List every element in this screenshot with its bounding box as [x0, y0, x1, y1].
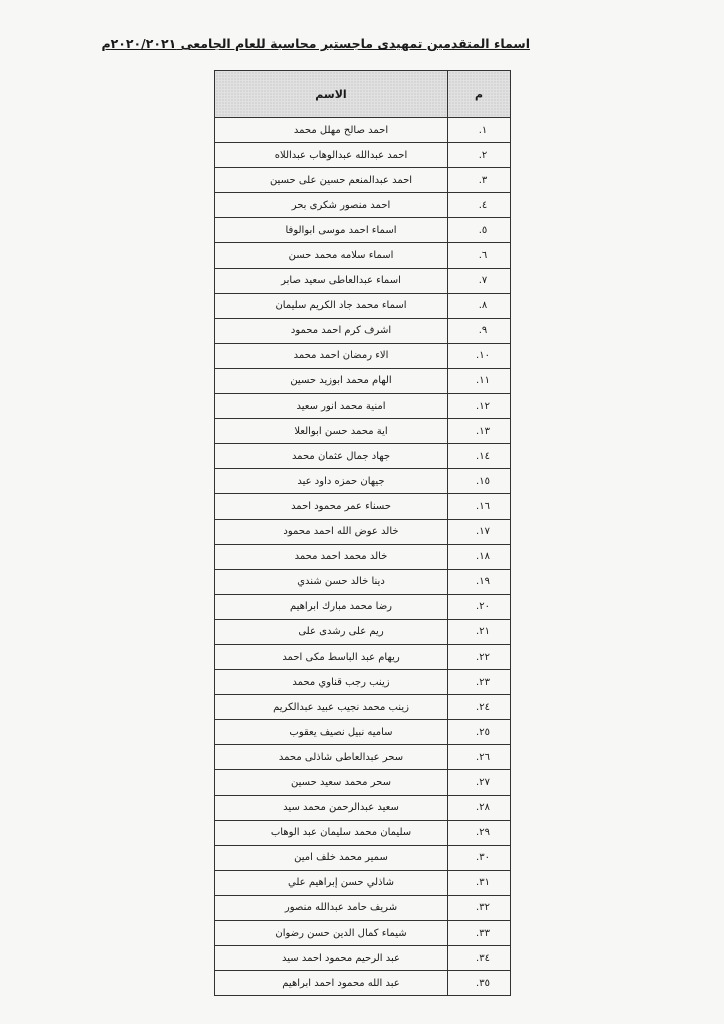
row-number: ١٠. — [448, 343, 511, 368]
row-number: ٢٧. — [448, 770, 511, 795]
row-number: ١٣. — [448, 419, 511, 444]
row-number: ٢٤. — [448, 695, 511, 720]
applicant-name: احمد عبدالله عبدالوهاب عبداللاه — [215, 143, 448, 168]
applicant-name: شريف حامد عبدالله منصور — [215, 895, 448, 920]
table-row — [215, 444, 511, 469]
applicant-name: جهاد جمال عثمان محمد — [215, 444, 448, 469]
applicant-name: شاذلي حسن إبراهيم علي — [215, 870, 448, 895]
table-header-row — [215, 71, 511, 118]
row-number: ٨. — [448, 293, 511, 318]
applicant-name: اسماء سلامه محمد حسن — [215, 243, 448, 268]
row-number: ٢٠. — [448, 594, 511, 619]
applicant-name: رضا محمد مبارك ابراهيم — [215, 594, 448, 619]
table-row — [215, 168, 511, 193]
row-number: ٢٨. — [448, 795, 511, 820]
table-row — [215, 268, 511, 293]
row-number: ٢١. — [448, 619, 511, 644]
applicant-name: عبد الله محمود احمد ابراهيم — [215, 971, 448, 996]
table-row — [215, 820, 511, 845]
table-row — [215, 795, 511, 820]
applicant-name: سمير محمد خلف امين — [215, 845, 448, 870]
row-number: ٤. — [448, 193, 511, 218]
table-row — [215, 519, 511, 544]
table-row — [215, 946, 511, 971]
row-number: ٢٩. — [448, 820, 511, 845]
row-number: ١٦. — [448, 494, 511, 519]
table-row — [215, 118, 511, 143]
row-number: ٩. — [448, 318, 511, 343]
table-row — [215, 293, 511, 318]
row-number: ٢. — [448, 143, 511, 168]
table-row — [215, 720, 511, 745]
table-row — [215, 745, 511, 770]
row-number: ٣١. — [448, 870, 511, 895]
row-number: ١٩. — [448, 569, 511, 594]
applicant-name: اسماء عبدالعاطى سعيد صابر — [215, 268, 448, 293]
applicant-name: ريهام عبد الباسط مكى احمد — [215, 644, 448, 669]
row-number: ١. — [448, 118, 511, 143]
table-row — [215, 921, 511, 946]
applicant-name: اسماء احمد موسى ابوالوفا — [215, 218, 448, 243]
applicant-name: حسناء عمر محمود احمد — [215, 494, 448, 519]
table-row — [215, 193, 511, 218]
row-number: ٣. — [448, 168, 511, 193]
table-body — [215, 118, 511, 996]
row-number: ١٥. — [448, 469, 511, 494]
applicant-name: خالد عوض الله احمد محمود — [215, 519, 448, 544]
table-row — [215, 343, 511, 368]
table-row — [215, 670, 511, 695]
applicant-name: اشرف كرم احمد محمود — [215, 318, 448, 343]
table-row — [215, 143, 511, 168]
table-row — [215, 218, 511, 243]
applicant-name: احمد عبدالمنعم حسين على حسين — [215, 168, 448, 193]
table-row — [215, 594, 511, 619]
column-header-number: م — [448, 71, 511, 118]
table-row — [215, 870, 511, 895]
applicant-name: سعيد عبدالرحمن محمد سيد — [215, 795, 448, 820]
applicant-name: الهام محمد ابوزيد حسين — [215, 368, 448, 393]
row-number: ٢٣. — [448, 670, 511, 695]
applicant-name: ساميه نبيل نصيف يعقوب — [215, 720, 448, 745]
row-number: ٢٥. — [448, 720, 511, 745]
row-number: ٥. — [448, 218, 511, 243]
table-row — [215, 544, 511, 569]
applicant-name: شيماء كمال الدين حسن رضوان — [215, 921, 448, 946]
applicant-name: اية محمد حسن ابوالعلا — [215, 419, 448, 444]
table-row — [215, 895, 511, 920]
applicants-table — [214, 70, 511, 996]
applicant-name: سليمان محمد سليمان عبد الوهاب — [215, 820, 448, 845]
table-row — [215, 368, 511, 393]
row-number: ١٤. — [448, 444, 511, 469]
table-row — [215, 619, 511, 644]
table-row — [215, 770, 511, 795]
applicant-name: سحر عبدالعاطى شاذلى محمد — [215, 745, 448, 770]
applicant-name: سحر محمد سعيد حسين — [215, 770, 448, 795]
row-number: ١١. — [448, 368, 511, 393]
row-number: ٢٦. — [448, 745, 511, 770]
row-number: ٧. — [448, 268, 511, 293]
table-row — [215, 243, 511, 268]
table-row — [215, 318, 511, 343]
applicant-name: جيهان حمزه داود عيد — [215, 469, 448, 494]
applicant-name: دينا خالد حسن شندي — [215, 569, 448, 594]
applicant-name: زينب محمد نجيب عبيد عبدالكريم — [215, 695, 448, 720]
table-row — [215, 394, 511, 419]
row-number: ١٧. — [448, 519, 511, 544]
table-row — [215, 469, 511, 494]
page-title: اسماء المتقدمين تمهيدى ماجستير محاسبة للعام الجامعى ٢٠٢٠/٢٠٢١م — [101, 36, 530, 51]
applicant-name: زينب رجب قناوي محمد — [215, 670, 448, 695]
table-row — [215, 419, 511, 444]
row-number: ٣٠. — [448, 845, 511, 870]
row-number: ٦. — [448, 243, 511, 268]
applicant-name: الاء رمضان احمد محمد — [215, 343, 448, 368]
applicant-name: عبد الرحيم محمود احمد سيد — [215, 946, 448, 971]
table-row — [215, 569, 511, 594]
column-header-name: الاسم — [215, 71, 448, 118]
applicant-name: خالد محمد احمد محمد — [215, 544, 448, 569]
applicant-name: احمد منصور شكرى بحر — [215, 193, 448, 218]
row-number: ١٨. — [448, 544, 511, 569]
table-row — [215, 971, 511, 996]
row-number: ٣٢. — [448, 895, 511, 920]
row-number: ٣٥. — [448, 971, 511, 996]
applicant-name: اسماء محمد جاد الكريم سليمان — [215, 293, 448, 318]
row-number: ١٢. — [448, 394, 511, 419]
applicant-name: ريم على رشدى على — [215, 619, 448, 644]
applicant-name: امنية محمد انور سعيد — [215, 394, 448, 419]
row-number: ٣٤. — [448, 946, 511, 971]
table-row — [215, 695, 511, 720]
row-number: ٣٣. — [448, 921, 511, 946]
table-row — [215, 845, 511, 870]
table-row — [215, 644, 511, 669]
applicant-name: احمد صالح مهلل محمد — [215, 118, 448, 143]
row-number: ٢٢. — [448, 644, 511, 669]
table-row — [215, 494, 511, 519]
